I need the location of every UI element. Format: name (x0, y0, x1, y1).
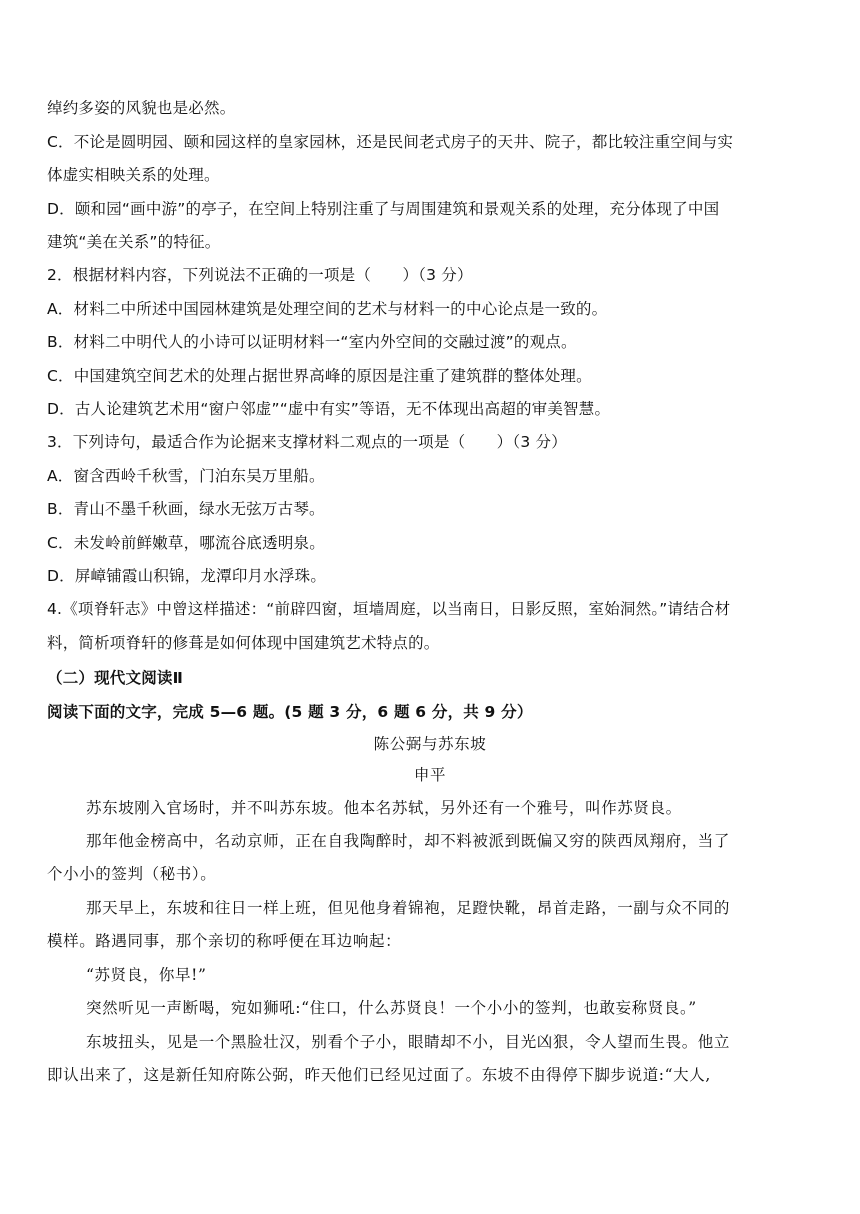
q3-option-d: D．屏嶂铺霞山积锦，龙潭印月水浮珠。 (47, 567, 327, 585)
article-paragraph-5: 突然听见一声断喝，宛如狮吼:“住口，什么苏贤良！一个小小的签判，也敢妄称贤良。” (86, 999, 697, 1017)
q4-line2: 料，简析项脊轩的修葺是如何体现中国建筑艺术特点的。 (47, 634, 440, 652)
q2-stem: 2．根据材料内容，下列说法不正确的一项是（ ）（3 分） (47, 266, 473, 284)
article-paragraph-6-line2: 即认出来了，这是新任知府陈公弼，昨天他们已经见过面了。东坡不由得停下脚步说道:“大人, (47, 1066, 711, 1084)
article-paragraph-3-line2: 模样。路遇同事，那个亲切的称呼便在耳边响起： (47, 932, 402, 950)
q1-option-c-line2: 体虚实相映关系的处理。 (47, 166, 220, 184)
article-paragraph-4: “苏贤良，你早!” (86, 966, 207, 984)
q1-option-c-line1: C．不论是圆明园、颐和园这样的皇家园林，还是民间老式房子的天井、院子，都比较注重空间与实 (47, 133, 734, 151)
q2-option-d: D．古人论建筑艺术用“窗户邻虚”“虚中有实”等语，无不体现出高超的审美智慧。 (47, 400, 611, 418)
q3-option-c: C．未发岭前鲜嫩草，哪流谷底透明泉。 (47, 534, 325, 552)
q1-option-b-tail: 绰约多姿的风貌也是必然。 (47, 99, 236, 117)
q1-option-d-line2: 建筑“美在关系”的特征。 (47, 233, 221, 251)
q3-option-b: B．青山不墨千秋画，绿水无弦万古琴。 (47, 500, 325, 518)
article-title: 陈公弼与苏东坡 (373, 735, 487, 753)
q2-option-a: A．材料二中所述中国园林建筑是处理空间的艺术与材料一的中心论点是一致的。 (47, 300, 608, 318)
q1-option-d-line1: D．颐和园“画中游”的亭子，在空间上特别注重了与周围建筑和景观关系的处理，充分体现了中国 (47, 200, 720, 218)
article-paragraph-2-line1: 那年他金榜高中，名动京师，正在自我陶醉时，却不料被派到既偏又穷的陕西凤翔府，当了 (86, 832, 731, 850)
q2-option-b: B．材料二中明代人的小诗可以证明材料一“室内外空间的交融过渡”的观点。 (47, 333, 577, 351)
q3-option-a: A．窗含西岭千秋雪，门泊东吴万里船。 (47, 467, 325, 485)
section-heading: （二）现代文阅读Ⅱ (47, 669, 184, 687)
q3-stem: 3．下列诗句，最适合作为论据来支撑材料二观点的一项是（ ）（3 分） (47, 433, 567, 451)
article-author: 申平 (413, 766, 447, 784)
article-paragraph-6-line1: 东坡扭头，见是一个黑脸壮汉，别看个子小，眼睛却不小，目光凶狠，令人望而生畏。他立 (86, 1033, 731, 1051)
article-paragraph-1: 苏东坡刚入官场时，并不叫苏东坡。他本名苏轼，另外还有一个雅号，叫作苏贤良。 (86, 799, 682, 817)
article-paragraph-2-line2: 个小小的签判（秘书）。 (47, 865, 217, 883)
section-instruction: 阅读下面的文字，完成 5—6 题。(5 题 3 分，6 题 6 分，共 9 分） (47, 703, 533, 721)
q4-line1: 4.《项脊轩志》中曾这样描述：“前辟四窗，垣墙周庭，以当南日，日影反照，室始洞然。”请结合材 (47, 600, 731, 618)
q2-option-c: C．中国建筑空间艺术的处理占据世界高峰的原因是注重了建筑群的整体处理。 (47, 367, 592, 385)
article-paragraph-3-line1: 那天早上，东坡和往日一样上班，但见他身着锦袍，足蹬快靴，昂首走路，一副与众不同的 (86, 899, 731, 917)
